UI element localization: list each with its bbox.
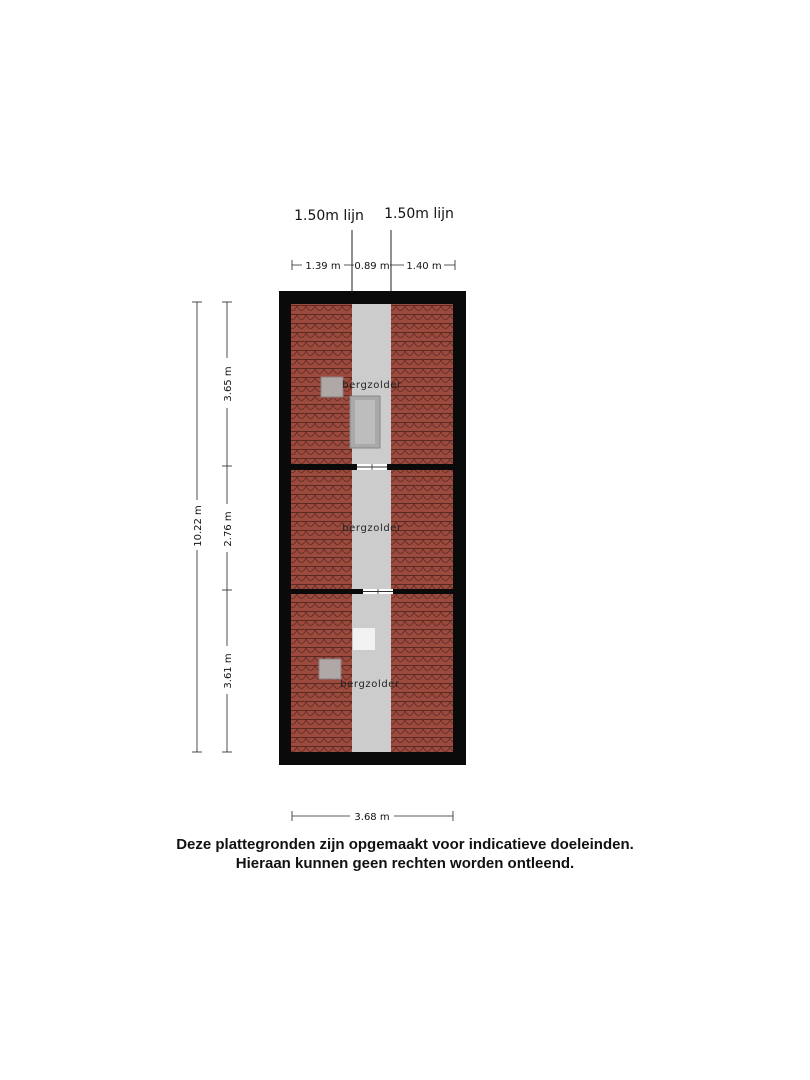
door-2 [363,589,393,594]
dim-top-right: 1.40 m [406,261,442,272]
dim-bottom-width: 3.68 m [354,812,390,823]
door-1 [357,464,387,470]
room-top [291,304,453,464]
room-label-middle: bergzolder [342,523,402,534]
disclaimer-line-2: Hieraan kunnen geen rechten worden ontleend. [235,855,575,872]
hatch-inner-top [355,400,375,444]
floor-strip-bottom [352,594,391,752]
roof-window-top [321,377,343,397]
right-height-line-label: 1.50m lijn [384,206,454,222]
room-label-bottom: bergzolder [340,679,400,690]
disclaimer-line-1: Deze plattegronden zijn opgemaakt voor indicatieve doeleinden. [176,836,634,853]
dim-middle-room-height: 2.76 m [223,511,234,547]
skylight-bottom [353,628,375,650]
dim-total-height: 10.22 m [193,505,204,547]
room-middle [291,470,453,589]
room-bottom [291,594,453,752]
disclaimer [0,835,810,873]
dim-top-left: 1.39 m [305,261,341,272]
dim-bottom-room-height: 3.61 m [223,653,234,689]
roof-window-bottom [319,659,341,679]
left-height-line-label: 1.50m lijn [294,208,364,224]
room-label-top: bergzolder [342,380,402,391]
dim-top-room-height: 3.65 m [223,366,234,402]
dim-top-middle: 0.89 m [354,261,390,272]
